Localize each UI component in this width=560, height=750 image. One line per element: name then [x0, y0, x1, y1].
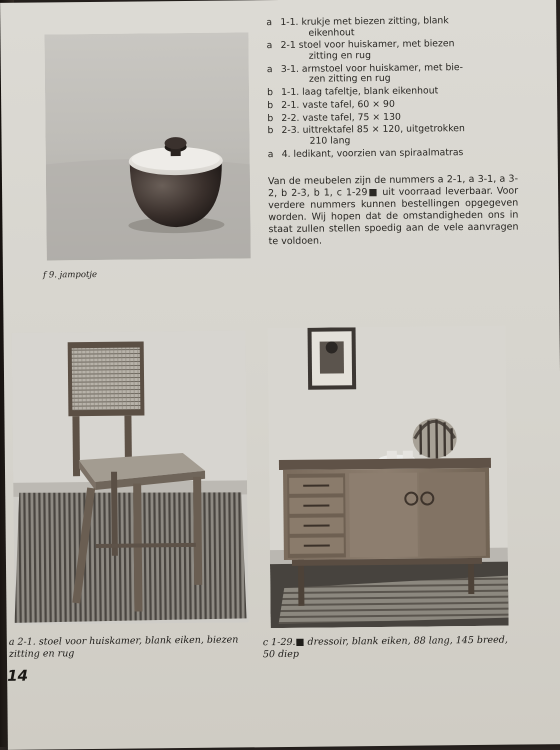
caption-jam-jar: f 9. jampotje — [42, 269, 98, 281]
list-item: b 1-1. laag tafeltje, blank eikenhout — [267, 85, 439, 99]
caption-chair: a 2-1. stoel voor huiskamer, blank eiken, biezen zitting en rug — [8, 634, 239, 660]
page-number: 14 — [7, 666, 29, 685]
caption-dresser: c 1-29.■ dressoir, blank eiken, 88 lang, 145 breed, 50 diep — [262, 634, 508, 661]
list-item: a 2-1 stoel voor huiskamer, met biezen zitting en rug — [266, 38, 455, 62]
list-item: b 2-2. vaste tafel, 75 × 130 — [267, 111, 401, 124]
list-item: a 1-1. krukje met biezen zitting, blank eikenhout — [266, 15, 449, 39]
item-list — [266, 15, 537, 162]
photo-chair — [12, 330, 249, 624]
list-item: a 4. ledikant, voorzien van spiraalmatras — [267, 146, 464, 160]
list-item: b 2-3. uittrektafel 85 × 120, uitgetrokken 210 lang — [267, 123, 465, 147]
photo-jam-jar — [44, 32, 250, 260]
list-item: a 3-1. armstoel voor huiskamer, met bie- zen zitting en rug — [266, 61, 464, 86]
list-item: b 2-1. vaste tafel, 60 × 90 — [267, 98, 395, 112]
photo-dresser — [268, 326, 509, 628]
availability-paragraph: Van de meubelen zijn de nummers a 2-1, a 3-1, a 3-2, b 2-3, b 1, c 1-29■ uit voorraad leverbaar. Voor verdere nummers kunnen bestellingen opgegeven worden. Wij hopen dat de omstandigheden ons in staat zullen stellen spoedig aan de vele aanvragen te voldoen. — [267, 173, 519, 248]
